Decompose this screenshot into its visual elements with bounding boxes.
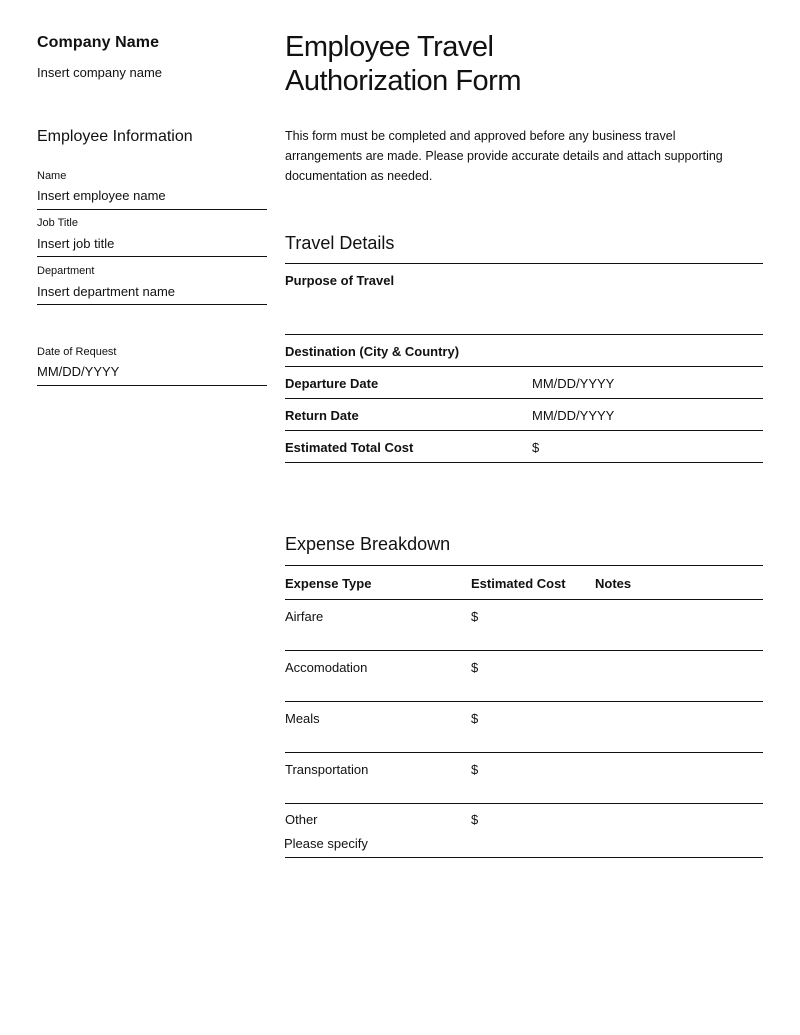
employee-name-field[interactable]: Insert employee name bbox=[37, 188, 166, 203]
expense-notes-airfare[interactable] bbox=[595, 605, 763, 645]
form-intro-line-2: arrangements are made. Please provide accurate details and attach supporting bbox=[285, 149, 723, 163]
purpose-of-travel-rule bbox=[285, 334, 763, 335]
expense-cost-meals[interactable]: $ bbox=[471, 711, 479, 726]
expense-type-meals: Meals bbox=[285, 711, 320, 726]
job-title-label: Job Title bbox=[37, 217, 78, 229]
employee-information-heading: Employee Information bbox=[37, 128, 193, 145]
expense-cost-transportation[interactable]: $ bbox=[471, 762, 479, 777]
expense-type-other: Other bbox=[285, 812, 318, 827]
column-header-expense-type: Expense Type bbox=[285, 576, 372, 591]
destination-rule bbox=[285, 366, 763, 367]
expense-type-accomodation: Accomodation bbox=[285, 660, 368, 675]
form-title bbox=[285, 30, 765, 98]
purpose-of-travel-label: Purpose of Travel bbox=[285, 273, 395, 288]
date-of-request-underline bbox=[37, 385, 267, 386]
company-name-heading: Company Name bbox=[37, 34, 160, 51]
other-specify-field[interactable]: Please specify bbox=[284, 836, 368, 851]
expense-row-rule bbox=[285, 650, 763, 651]
travel-details-rule bbox=[285, 263, 763, 264]
expense-cost-airfare[interactable]: $ bbox=[471, 609, 479, 624]
expense-notes-transportation[interactable] bbox=[595, 758, 763, 798]
expense-cost-other[interactable]: $ bbox=[471, 812, 479, 827]
estimated-total-cost-rule bbox=[285, 462, 763, 463]
column-header-notes: Notes bbox=[595, 576, 632, 591]
name-label: Name bbox=[37, 170, 67, 182]
expense-notes-other[interactable] bbox=[595, 808, 763, 852]
expense-row-rule bbox=[285, 803, 763, 804]
estimated-total-cost-field[interactable]: $ bbox=[532, 440, 540, 455]
job-title-field[interactable]: Insert job title bbox=[37, 236, 115, 251]
form-intro bbox=[285, 126, 765, 186]
return-date-rule bbox=[285, 430, 763, 431]
return-date-field[interactable]: MM/DD/YYYY bbox=[532, 408, 615, 423]
expense-type-airfare: Airfare bbox=[285, 609, 324, 624]
departure-date-label: Departure Date bbox=[285, 376, 379, 391]
expense-type-transportation: Transportation bbox=[285, 762, 369, 777]
expense-cost-accomodation[interactable]: $ bbox=[471, 660, 479, 675]
job-title-field-underline bbox=[37, 256, 267, 257]
return-date-label: Return Date bbox=[285, 408, 359, 423]
name-field-underline bbox=[37, 209, 267, 210]
travel-details-heading: Travel Details bbox=[285, 233, 395, 253]
expense-notes-accomodation[interactable] bbox=[595, 656, 763, 696]
expense-row-rule bbox=[285, 701, 763, 702]
department-field-underline bbox=[37, 304, 267, 305]
expense-header-rule bbox=[285, 599, 763, 600]
expense-notes-meals[interactable] bbox=[595, 707, 763, 747]
column-header-estimated-cost: Estimated Cost bbox=[471, 576, 566, 591]
form-title-line-2: Authorization Form bbox=[285, 65, 521, 97]
expense-breakdown-heading: Expense Breakdown bbox=[285, 534, 451, 554]
form-intro-line-1: This form must be completed and approved before any business travel bbox=[285, 129, 676, 143]
date-of-request-field[interactable]: MM/DD/YYYY bbox=[37, 364, 120, 379]
estimated-total-cost-label: Estimated Total Cost bbox=[285, 440, 414, 455]
expense-row-rule bbox=[285, 857, 763, 858]
expense-row-rule bbox=[285, 752, 763, 753]
departure-date-field[interactable]: MM/DD/YYYY bbox=[532, 376, 615, 391]
department-field[interactable]: Insert department name bbox=[37, 284, 176, 299]
form-title-line-1: Employee Travel bbox=[285, 31, 494, 63]
expense-breakdown-rule bbox=[285, 565, 763, 566]
form-intro-line-3: documentation as needed. bbox=[285, 169, 433, 183]
destination-label: Destination (City & Country) bbox=[285, 344, 460, 359]
department-label: Department bbox=[37, 265, 95, 277]
company-name-field[interactable]: Insert company name bbox=[37, 65, 163, 80]
departure-date-rule bbox=[285, 398, 763, 399]
purpose-of-travel-field[interactable] bbox=[285, 290, 763, 330]
date-of-request-label: Date of Request bbox=[37, 346, 117, 358]
